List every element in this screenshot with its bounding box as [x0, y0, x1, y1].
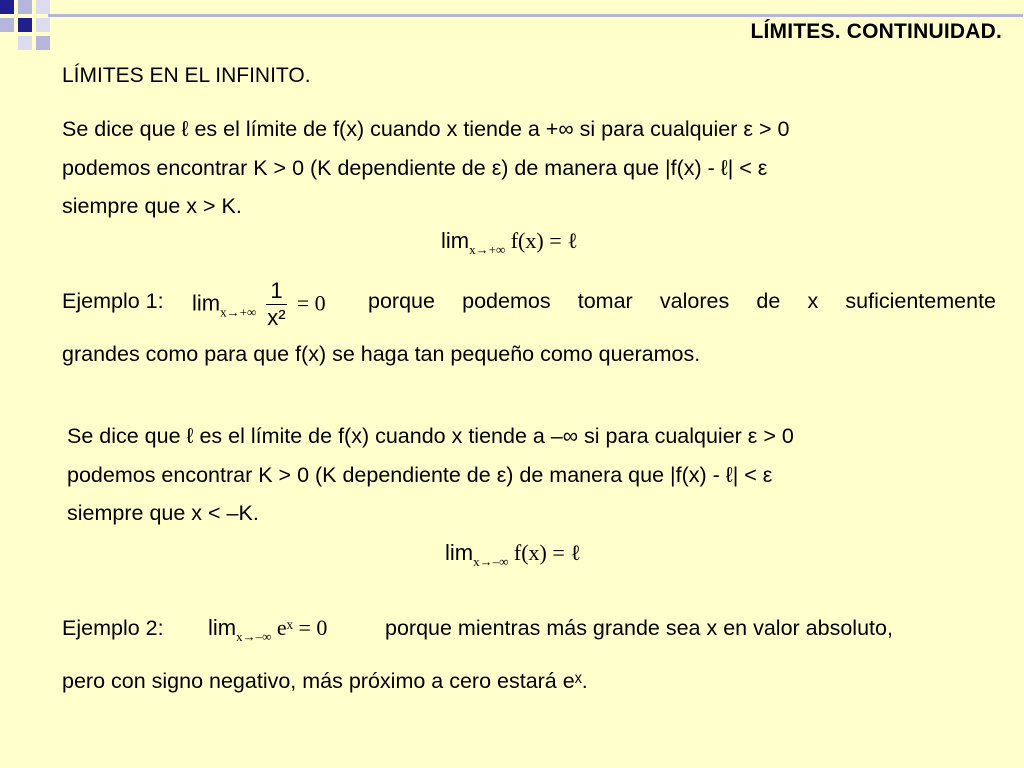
lim-text: lim	[441, 228, 470, 253]
def1-line3: siempre que x > K.	[62, 194, 242, 218]
definition-plus-infinity	[62, 110, 996, 226]
example1-label: Ejemplo 1:	[62, 289, 164, 313]
lim-subscript: x→–∞	[473, 554, 509, 569]
definition-minus-infinity	[67, 417, 996, 533]
example1-text2: grandes como para que f(x) se haga tan pequeño como queramos.	[62, 342, 701, 366]
fraction	[266, 278, 286, 331]
formula-lim-plus-infinity	[441, 228, 578, 258]
lim-subscript: x→+∞	[469, 242, 506, 257]
formula-lim-minus-infinity	[445, 540, 581, 570]
section-subtitle: LÍMITES EN EL INFINITO.	[62, 64, 311, 87]
lim-text: lim	[192, 290, 221, 316]
lim-subscript: x→–∞	[236, 629, 272, 644]
example1-formula	[192, 278, 326, 331]
def1-line2: podemos encontrar K > 0 (K dependiente de ε) de manera que |f(x) - ℓ| < ε	[62, 155, 768, 180]
example2-text1: porque mientras más grande sea x en valor absoluto,	[385, 616, 893, 640]
header-rule	[48, 14, 1023, 17]
formula-expr: f(x) = ℓ	[505, 228, 578, 253]
def2-line3: siempre que x < –K.	[67, 501, 259, 525]
formula-rhs: = 0	[296, 290, 326, 316]
example2-formula	[208, 615, 327, 645]
def2-line1: Se dice que ℓ es el límite de f(x) cuando x tiende a –∞ si para cualquier ε > 0	[67, 424, 794, 448]
formula-expr: f(x) = ℓ	[508, 540, 581, 565]
formula-expr: eˣ = 0	[271, 615, 328, 640]
lim-subscript: x→+∞	[220, 304, 257, 320]
corner-decoration	[0, 0, 90, 64]
def2-line2: podemos encontrar K > 0 (K dependiente de ε) de manera que |f(x) - ℓ| < ε	[67, 462, 773, 487]
lim-text: lim	[208, 615, 237, 640]
slide-title: LÍMITES. CONTINUIDAD.	[750, 20, 1002, 43]
example2-label: Ejemplo 2:	[62, 616, 164, 640]
def1-line1: Se dice que ℓ es el límite de f(x) cuando x tiende a +∞ si para cualquier ε > 0	[62, 117, 790, 141]
fraction-denominator: x²	[267, 305, 286, 330]
example2-text2: pero con signo negativo, más próximo a cero estará eˣ.	[62, 669, 588, 693]
fraction-numerator: 1	[266, 278, 286, 305]
lim-text: lim	[445, 540, 474, 565]
example1-text1: porque podemos tomar valores de x suficientemente	[368, 289, 996, 313]
